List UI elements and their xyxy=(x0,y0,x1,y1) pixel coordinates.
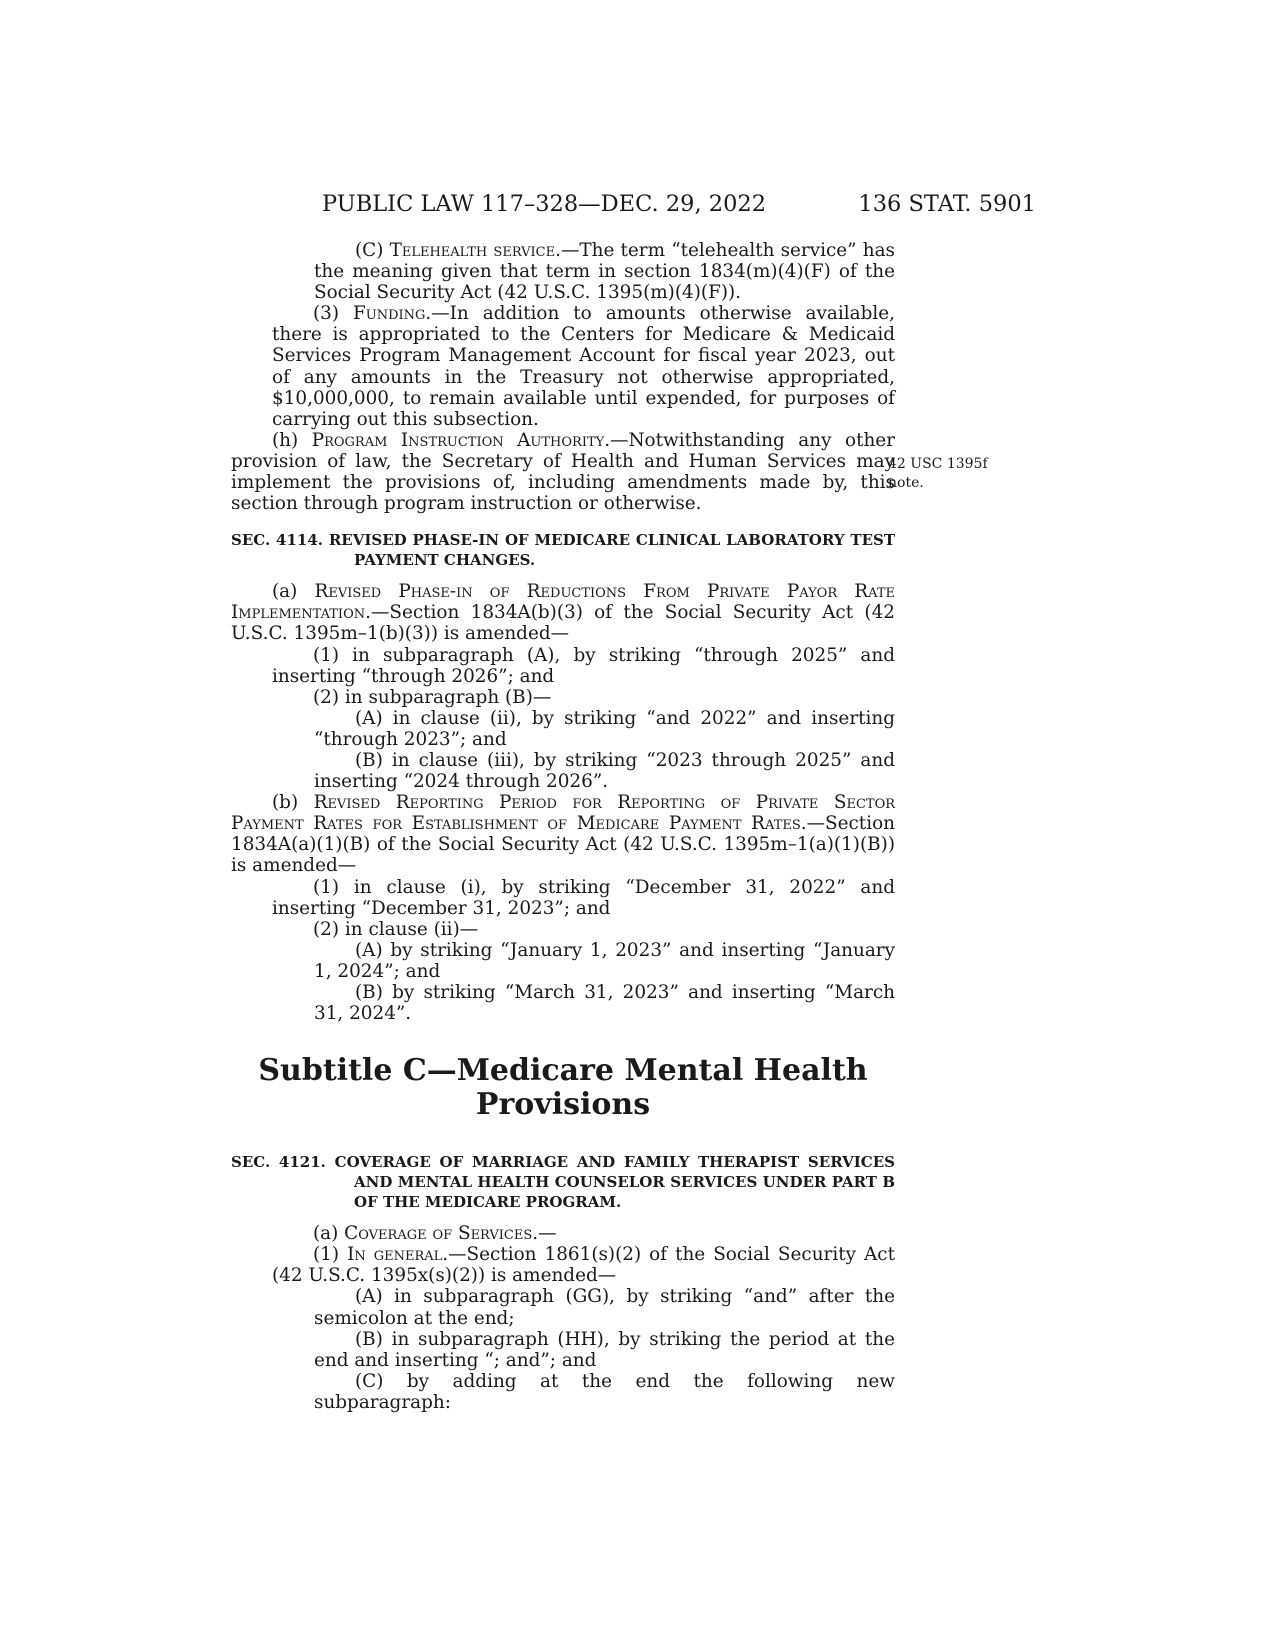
paragraph-revised-reporting-period: (b) Revised Reporting Period for Reporting of Private Sector Payment Rates for Establishment of Medicare Payment Rates.—Section 1834A(a)(1)(B) of the Social Security Act (42 U.S.C. 1395m–1(a)(1)(B)) is amended— xyxy=(231,792,896,877)
paragraph-item: (A) in subparagraph (GG), by striking “and” after the semicolon at the end; xyxy=(314,1286,895,1329)
paragraph-in-general: (1) In general.—Section 1861(s)(2) of the Social Security Act (42 U.S.C. 1395x(s)(2)) is amended— xyxy=(272,1244,895,1287)
margin-note-label: note. xyxy=(888,475,924,491)
paragraph-item: (B) in subparagraph (HH), by striking the period at the end and inserting “; and”; and xyxy=(314,1328,895,1371)
paragraph-item: (B) by striking “March 31, 2023” and inserting “March 31, 2024”. xyxy=(314,982,895,1025)
header-statute-page: 136 STAT. 5901 xyxy=(858,191,1036,217)
page-header xyxy=(322,188,1036,220)
section-heading-4121: SEC. 4121. COVERAGE OF MARRIAGE AND FAMILY THERAPIST SERVICES AND MENTAL HEALTH COUNSELOR SERVICES UNDER PART B OF THE MEDICARE PROGRAM. xyxy=(231,1153,895,1212)
paragraph-revised-phase-in: (a) Revised Phase-in of Reductions From Private Payor Rate Implementation.—Section 1834A(b)(3) of the Social Security Act (42 U.S.C. 1395m–1(b)(3)) is amended— xyxy=(231,581,895,645)
paragraph-item: (C) by adding at the end the following new subparagraph: xyxy=(314,1370,895,1413)
margin-note-citation: 42 USC 1395f xyxy=(888,456,988,472)
paragraph-funding: (3) Funding.—In addition to amounts otherwise available, there is appropriated to the Centers for Medicare & Medicaid Services Program Management Account for fiscal year 2023, out of any amounts in the Treasury not otherwise appropriated, $10,000,000, to remain available until expended, for purposes of carrying out this subsection. xyxy=(272,303,895,430)
paragraph-item: (2) in subparagraph (B)— xyxy=(313,686,552,708)
paragraph-telehealth-service: (C) Telehealth service.—The term “telehealth service” has the meaning given that term in section 1834(m)(4)(F) of the Social Security Act (42 U.S.C. 1395(m)(4)(F)). xyxy=(314,240,895,304)
paragraph-item: (A) by striking “January 1, 2023” and inserting “January 1, 2024”; and xyxy=(314,939,895,982)
header-law-date: PUBLIC LAW 117–328—DEC. 29, 2022 xyxy=(322,191,767,217)
paragraph-item: (1) in subparagraph (A), by striking “through 2025” and inserting “through 2026”; and xyxy=(272,644,895,687)
section-heading-4114: SEC. 4114. REVISED PHASE-IN OF MEDICARE CLINICAL LABORATORY TEST PAYMENT CHANGES. xyxy=(231,531,895,570)
body-text xyxy=(231,240,895,1413)
paragraph-coverage-of-services: (a) Coverage of Services.— xyxy=(313,1223,557,1245)
subtitle-heading: Subtitle C—Medicare Mental Health Provisions xyxy=(258,1053,868,1123)
paragraph-item: (1) in clause (i), by striking “December 31, 2022” and inserting “December 31, 2023”; and xyxy=(272,876,895,919)
margin-note xyxy=(888,455,1028,493)
paragraph-item: (B) in clause (iii), by striking “2023 through 2025” and inserting “2024 through 2026”. xyxy=(314,749,895,793)
paragraph-program-instruction: (h) Program Instruction Authority.—Notwithstanding any other provision of law, the Secretary of Health and Human Services may implement the provisions of, including amendments made by, this section through program instruction or otherwise. xyxy=(231,429,895,515)
paragraph-item: (A) in clause (ii), by striking “and 2022” and inserting “through 2023”; and xyxy=(314,707,895,750)
paragraph-item: (2) in clause (ii)— xyxy=(313,918,479,940)
